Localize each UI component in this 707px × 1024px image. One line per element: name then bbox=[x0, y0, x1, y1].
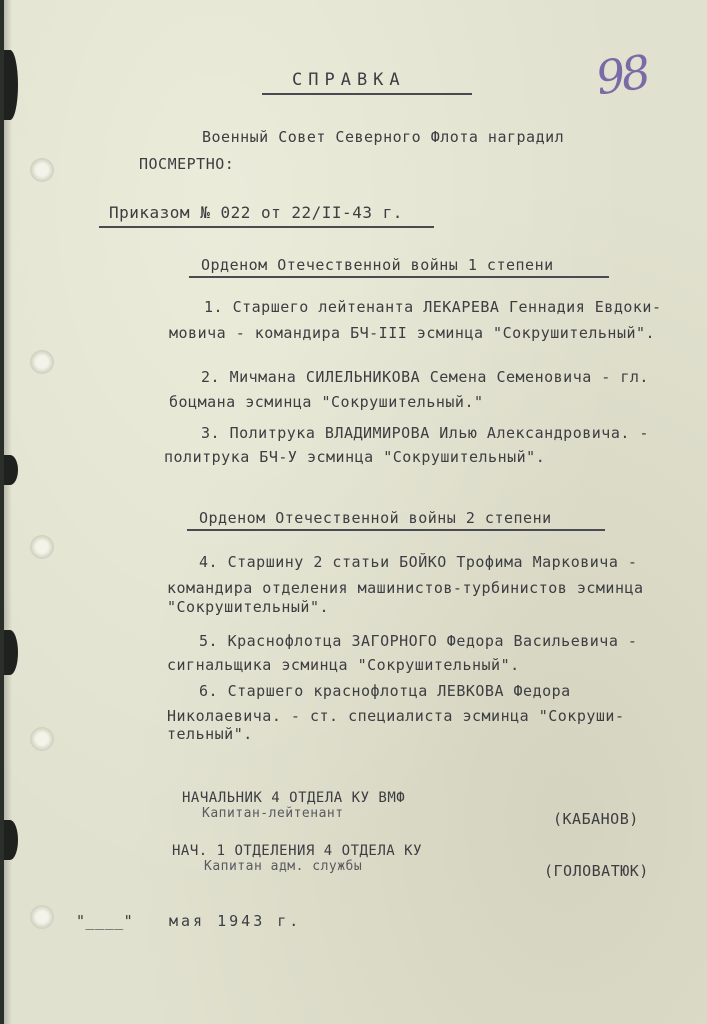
item-6-line-2: Николаевича. - ст. специалиста эсминца "Сокруши- bbox=[167, 707, 625, 725]
document-page bbox=[4, 0, 707, 1024]
torn-edge bbox=[4, 455, 18, 485]
binder-hole bbox=[30, 727, 54, 751]
signature-1-rank: Капитан-лейтенант bbox=[202, 806, 344, 821]
intro-line-2: ПОСМЕРТНО: bbox=[139, 155, 235, 173]
order-underline bbox=[99, 226, 434, 228]
item-4-line-3: "Сокрушительный". bbox=[167, 598, 330, 616]
document-title: СПРАВКА bbox=[292, 70, 406, 90]
section-heading-2: Орденом Отечественной войны 2 степени bbox=[199, 509, 552, 527]
binder-hole bbox=[30, 350, 54, 374]
signature-1-name: (КАБАНОВ) bbox=[553, 810, 639, 828]
signature-2-name: (ГОЛОВАТЮК) bbox=[544, 862, 649, 880]
item-2-line-1: 2. Мичмана СИЛЕЛЬНИКОВА Семена Семеновича - гл. bbox=[201, 368, 649, 386]
item-1-line-2: мовича - командира БЧ-III эсминца "Сокрушительный". bbox=[169, 324, 656, 342]
page-number-stamp: 98 bbox=[592, 44, 651, 106]
binder-hole bbox=[30, 905, 54, 929]
torn-edge bbox=[4, 630, 18, 675]
item-5-line-2: сигнальщика эсминца "Сокрушительный". bbox=[167, 656, 520, 674]
intro-line-1: Военный Совет Северного Флота наградил bbox=[202, 128, 565, 146]
item-2-line-2: боцмана эсминца "Сокрушительный." bbox=[169, 393, 484, 411]
section-underline-2 bbox=[187, 529, 605, 531]
item-4-line-1: 4. Старшину 2 статьи БОЙКО Трофима Марковича - bbox=[199, 553, 638, 571]
date-month-year: мая 1943 г. bbox=[169, 912, 302, 930]
binder-hole bbox=[30, 158, 54, 182]
page-edge-shadow bbox=[4, 0, 12, 1024]
binder-hole bbox=[30, 535, 54, 559]
signature-2-position: НАЧ. 1 ОТДЕЛЕНИЯ 4 ОТДЕЛА КУ bbox=[172, 843, 423, 859]
section-underline-1 bbox=[189, 276, 609, 278]
item-5-line-1: 5. Краснофлотца ЗАГОРНОГО Федора Васильевича - bbox=[199, 632, 638, 650]
date-day-blank: "____" bbox=[76, 912, 134, 930]
signature-1-position: НАЧАЛЬНИК 4 ОТДЕЛА КУ ВМФ bbox=[182, 790, 406, 806]
item-4-line-2: командира отделения машинистов-турбинистов эсминца bbox=[167, 579, 644, 597]
item-3-line-2: политрука БЧ-У эсминца "Сокрушительный". bbox=[164, 448, 546, 466]
section-heading-1: Орденом Отечественной войны 1 степени bbox=[201, 256, 554, 274]
item-6-line-1: 6. Старшего краснофлотца ЛЕВКОВА Федора bbox=[199, 682, 571, 700]
torn-edge bbox=[4, 820, 18, 860]
title-underline bbox=[262, 93, 472, 95]
item-3-line-1: 3. Политрука ВЛАДИМИРОВА Илью Александровича. - bbox=[201, 424, 649, 442]
item-1-line-1: 1. Старшего лейтенанта ЛЕКАРЕВА Геннадия Евдоки- bbox=[204, 298, 662, 316]
item-6-line-3: тельный". bbox=[167, 725, 253, 743]
signature-2-rank: Капитан адм. службы bbox=[204, 859, 363, 874]
torn-edge bbox=[4, 50, 18, 120]
order-line: Приказом № 022 от 22/II-43 г. bbox=[109, 203, 403, 222]
